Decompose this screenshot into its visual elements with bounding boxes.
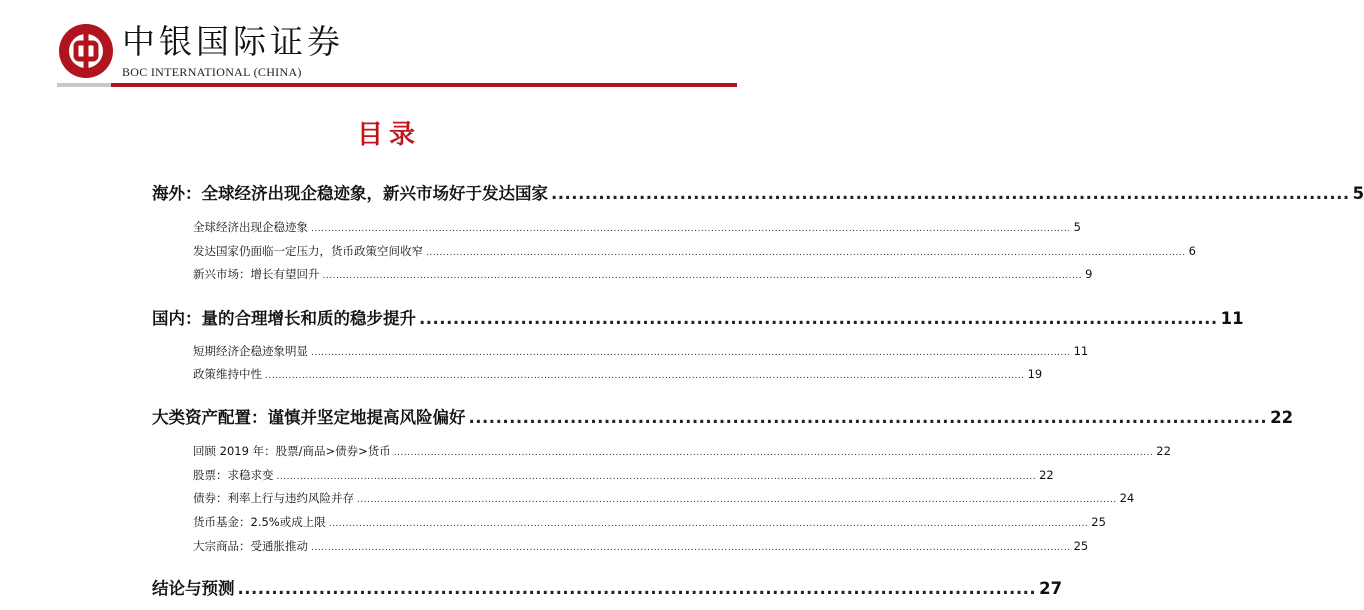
toc-item-label: 发达国家仍面临一定压力，货币政策空间收窄 — [193, 244, 423, 258]
toc-title: 目录 — [356, 120, 421, 150]
toc-section-domestic[interactable] — [152, 305, 1244, 329]
toc-section-label: 结论与预测 — [152, 579, 235, 598]
header-rule-gray — [57, 83, 111, 87]
brand-name-en: BOC INTERNATIONAL (CHINA) — [122, 65, 302, 79]
header-rule-red — [111, 83, 737, 87]
toc-item-label: 大宗商品：受通胀推动 — [193, 539, 308, 553]
toc-item[interactable] — [193, 538, 1089, 554]
toc-item[interactable] — [193, 467, 1054, 483]
page-header — [0, 0, 778, 92]
toc-item[interactable] — [193, 366, 1043, 382]
toc-page-number: 22 — [1156, 444, 1171, 458]
toc-leader-dots: .................................................................................................................................................................................................................................. — [311, 543, 1071, 553]
brand-name-cn: 中银国际证券 — [122, 22, 344, 61]
toc-page-number: 6 — [1188, 244, 1196, 258]
toc-item-label: 货币基金：2.5%或成上限 — [193, 515, 326, 529]
toc-leader-dots: ...................................................................................................................... — [237, 579, 1037, 598]
toc-leader-dots: .................................................................................................................................................................................................................................. — [311, 348, 1071, 358]
toc-page-number: 5 — [1352, 184, 1364, 203]
toc-item[interactable] — [193, 343, 1089, 359]
toc-leader-dots: .................................................................................................................................................................................................................................. — [276, 472, 1037, 482]
toc-page-number: 9 — [1085, 267, 1093, 281]
toc-item-label: 债券：利率上行与违约风险并存 — [193, 491, 354, 505]
toc-leader-dots: .................................................................................................................................................................................................................................. — [322, 271, 1083, 281]
toc-leader-dots: ...................................................................................................................... — [468, 408, 1268, 427]
toc-section-label: 国内：量的合理增长和质的稳步提升 — [152, 309, 416, 328]
toc-section-label: 大类资产配置：谨慎并坚定地提高风险偏好 — [152, 408, 466, 427]
toc-item-label: 全球经济出现企稳迹象 — [193, 220, 308, 234]
toc-page-number: 22 — [1270, 408, 1294, 427]
toc-leader-dots: .................................................................................................................................................................................................................................. — [265, 371, 1025, 381]
toc-section-asset-allocation[interactable] — [152, 404, 1294, 428]
toc-page-number: 27 — [1039, 579, 1063, 598]
toc-section-overseas[interactable] — [152, 180, 1364, 204]
toc-item[interactable] — [193, 514, 1106, 530]
toc-leader-dots: .................................................................................................................................................................................................................................. — [328, 519, 1089, 529]
toc-item[interactable] — [193, 243, 1196, 259]
toc-item-label: 新兴市场：增长有望回升 — [193, 267, 320, 281]
toc-item-label: 政策维持中性 — [193, 367, 262, 381]
toc-page-number: 25 — [1073, 539, 1089, 553]
toc-page-number: 5 — [1073, 220, 1081, 234]
toc-leader-dots: ...................................................................................................................... — [419, 309, 1218, 328]
toc-page-number: 11 — [1220, 309, 1244, 328]
toc-leader-dots: .................................................................................................................................................................................................................................. — [426, 248, 1186, 258]
toc-item[interactable] — [193, 490, 1135, 506]
toc-page-number: 22 — [1039, 468, 1054, 482]
toc-item[interactable] — [193, 266, 1093, 282]
toc-page-number: 11 — [1073, 344, 1089, 358]
toc-leader-dots: .................................................................................................................................................................................................................................. — [311, 224, 1071, 234]
toc-item-label: 股票：求稳求变 — [193, 468, 274, 482]
toc-leader-dots: .................................................................................................................................................................................................................................. — [357, 495, 1117, 505]
toc-item-label: 回顾 2019 年：股票/商品>债券>货币 — [193, 444, 391, 458]
toc-page-number: 24 — [1119, 491, 1135, 505]
toc-item[interactable] — [193, 219, 1081, 235]
toc-section-label: 海外：全球经济出现企稳迹象，新兴市场好于发达国家 — [152, 184, 548, 203]
toc-item-label: 短期经济企稳迹象明显 — [193, 344, 308, 358]
toc-leader-dots: .................................................................................................................................................................................................................................. — [393, 448, 1154, 458]
toc-leader-dots: ...................................................................................................................... — [551, 184, 1350, 203]
toc-section-conclusion[interactable] — [152, 575, 1063, 599]
toc-page-number: 25 — [1091, 515, 1106, 529]
boc-logo-icon — [57, 22, 115, 80]
toc-item[interactable] — [193, 443, 1171, 459]
toc-page-number: 19 — [1027, 367, 1043, 381]
